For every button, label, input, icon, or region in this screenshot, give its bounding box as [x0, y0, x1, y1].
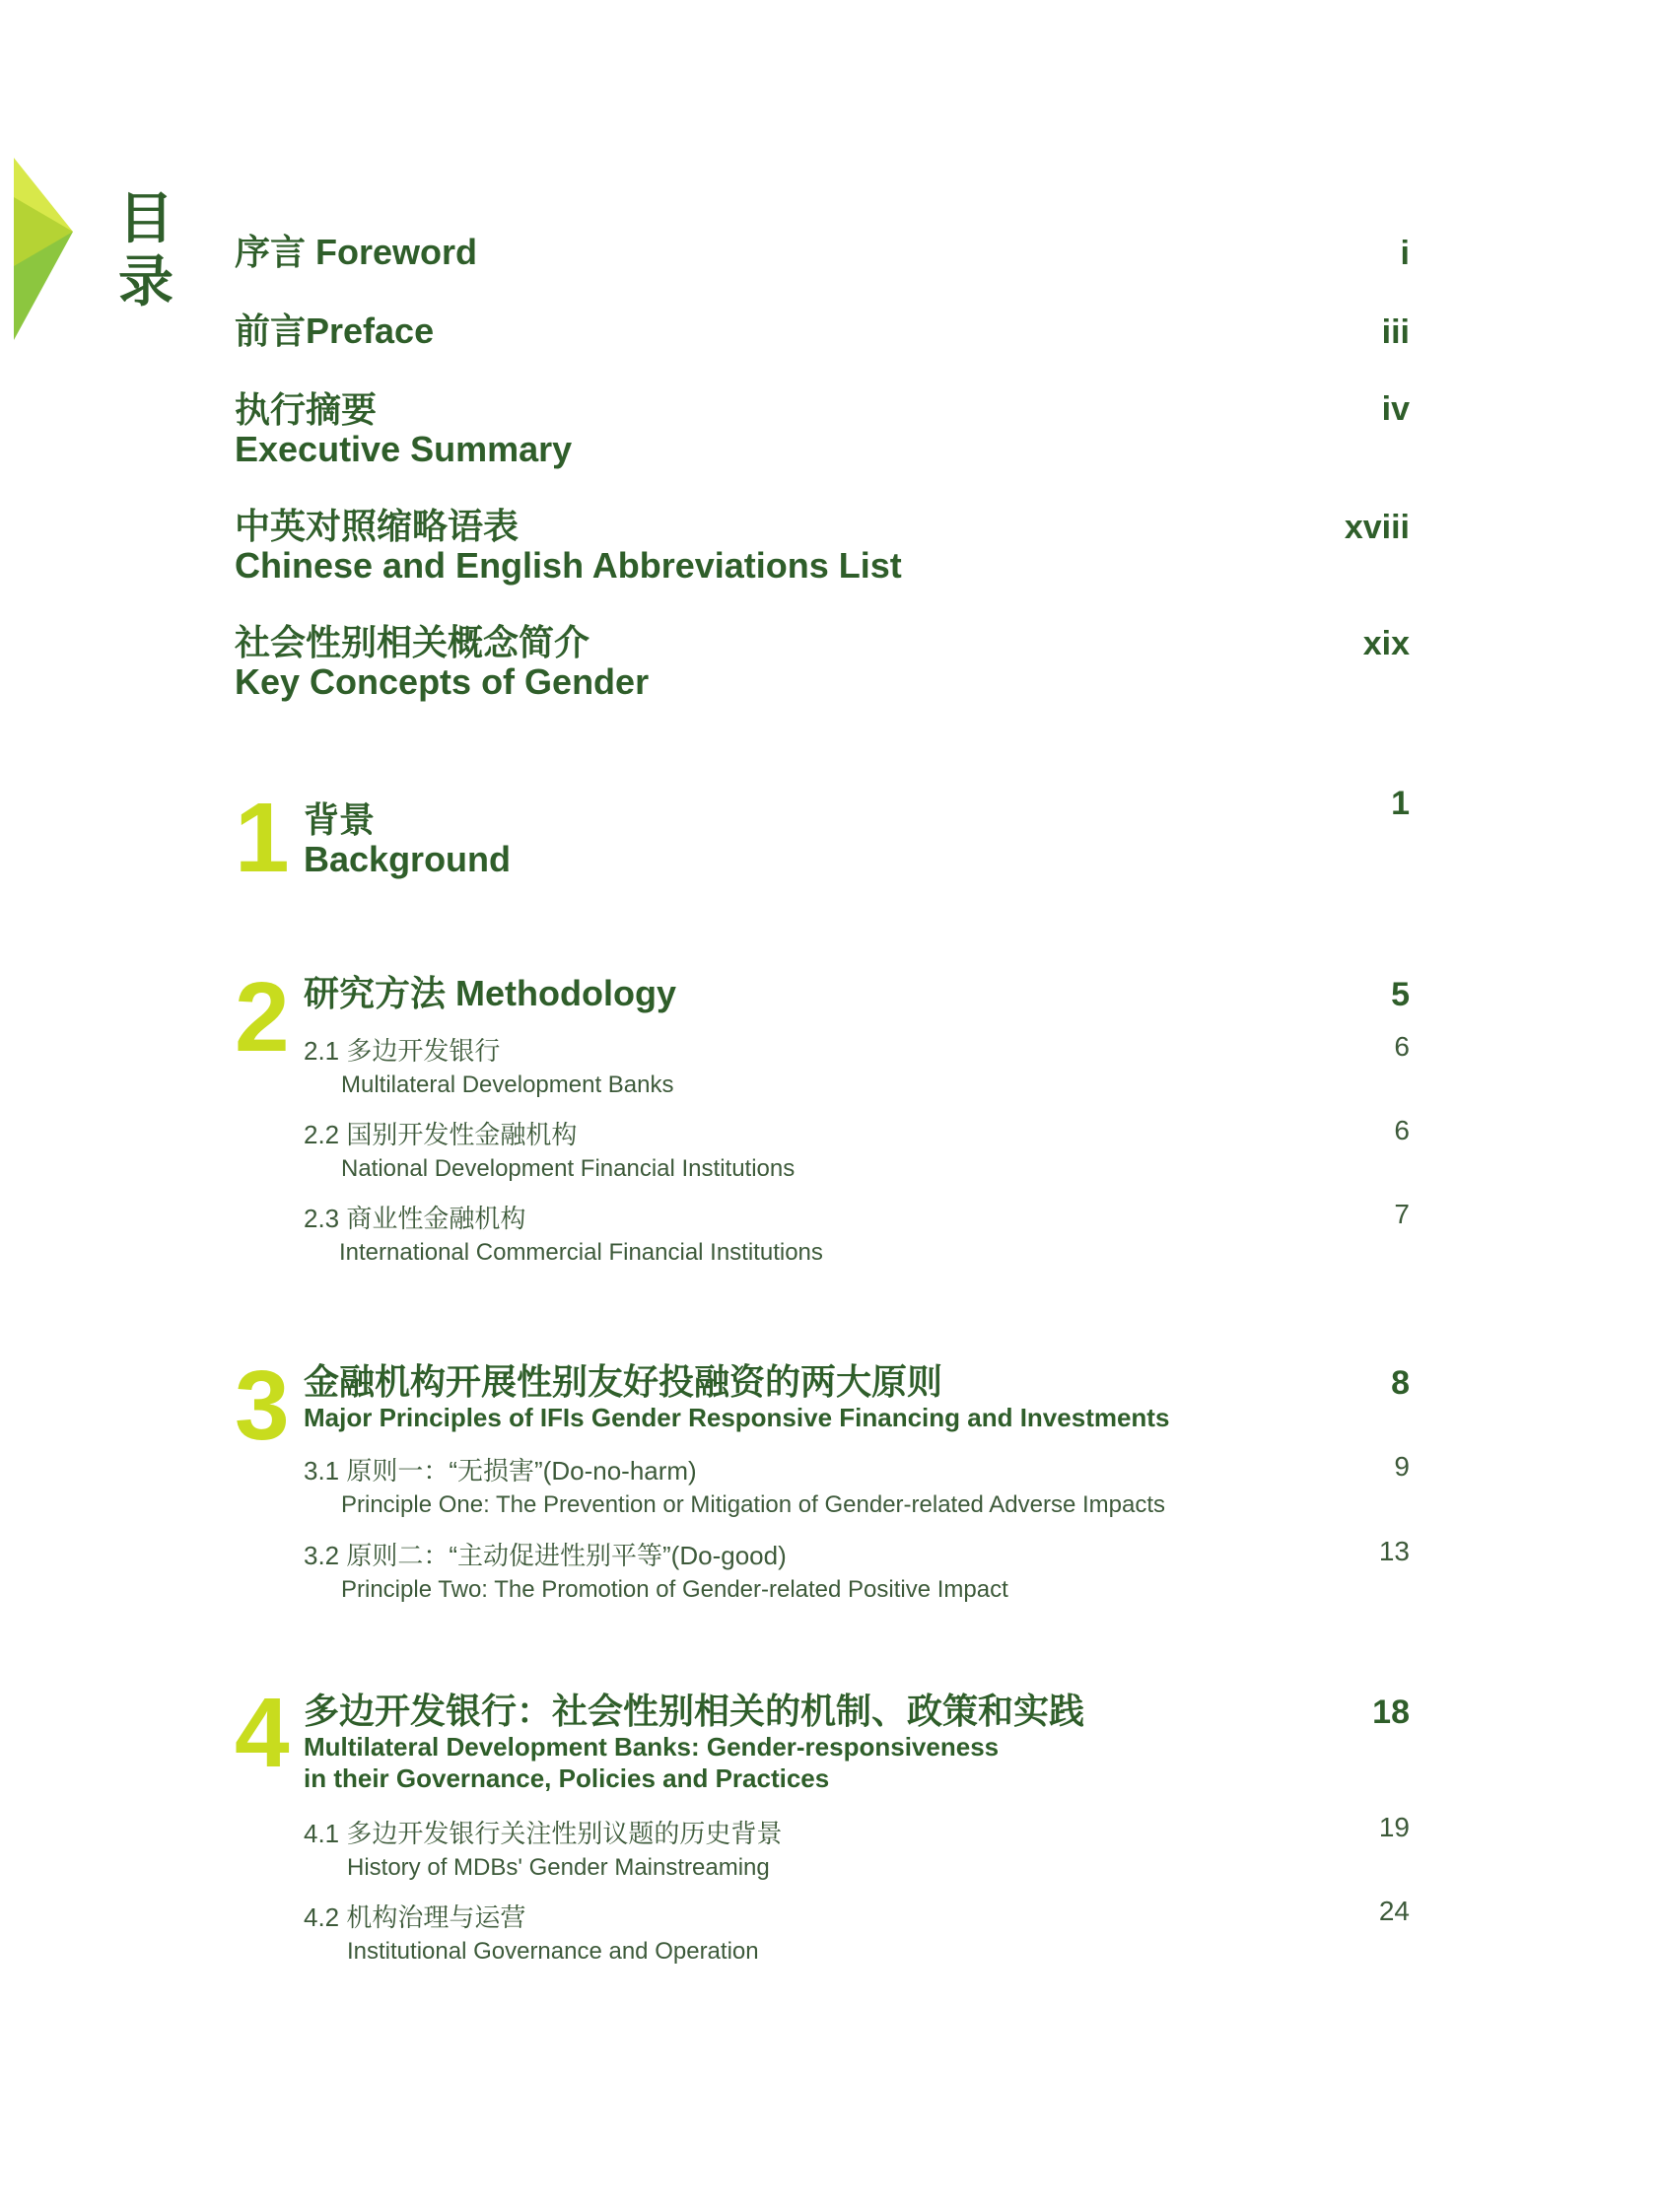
entry-title: 前言Preface — [235, 311, 435, 351]
section-title-en: Principle Two: The Promotion of Gender-related Positive Impact — [341, 1576, 1008, 1603]
page-number: 9 — [1394, 1451, 1410, 1482]
toc-entry-executive-summary[interactable] — [235, 390, 572, 469]
toc-section-2-3[interactable] — [304, 1199, 823, 1267]
chapter-title-en-line2: in their Governance, Policies and Practices — [304, 1763, 830, 1793]
toc-heading: 目 录 — [118, 187, 173, 312]
toc-entry-abbreviations[interactable] — [235, 507, 902, 586]
page-number: 18 — [1372, 1694, 1410, 1731]
section-title-zh: 4.1 多边开发银行关注性别议题的历史背景 — [304, 1819, 783, 1848]
toc-entry-chapter-3[interactable] — [304, 1362, 1169, 1433]
page-number: 13 — [1378, 1536, 1410, 1566]
section-title-zh: 4.2 机构治理与运营 — [304, 1902, 526, 1932]
page-number: 1 — [1391, 785, 1410, 822]
toc-section-3-2[interactable] — [304, 1536, 1008, 1604]
chapter-number: 3 — [235, 1350, 290, 1461]
chapter-number: 4 — [235, 1678, 290, 1788]
chapter-title-en: Multilateral Development Banks: Gender-responsiveness — [304, 1732, 1000, 1762]
toc-section-4-2[interactable] — [304, 1898, 759, 1966]
page-number: iii — [1381, 313, 1410, 351]
entry-title-zh: 中英对照缩略语表 — [235, 506, 520, 546]
toc-section-3-1[interactable] — [304, 1451, 1165, 1519]
section-title-en: Institutional Governance and Operation — [347, 1938, 759, 1965]
toc-section-2-1[interactable] — [304, 1031, 674, 1099]
section-title-zh: 2.1 多边开发银行 — [304, 1036, 501, 1066]
page-number: 5 — [1391, 976, 1410, 1013]
page-number: xviii — [1344, 509, 1410, 546]
entry-title-zh: 社会性别相关概念简介 — [235, 622, 590, 662]
section-title-en: International Commercial Financial Institutions — [339, 1239, 823, 1266]
page-number: 24 — [1378, 1896, 1410, 1926]
page-number: 6 — [1394, 1031, 1410, 1062]
toc-entry-chapter-4[interactable] — [304, 1692, 1084, 1794]
section-title-zh: 3.1 原则一：“无损害”(Do-no-harm) — [304, 1456, 697, 1486]
page-number: iv — [1381, 390, 1410, 428]
chapter-number: 2 — [235, 962, 290, 1072]
chevron-logo-icon — [0, 158, 79, 340]
section-title-zh: 2.2 国别开发性金融机构 — [304, 1120, 578, 1149]
chapter-title: 研究方法 Methodology — [304, 973, 676, 1013]
toc-entry-foreword[interactable] — [235, 233, 477, 272]
page-number: i — [1400, 235, 1410, 272]
toc-section-4-1[interactable] — [304, 1814, 782, 1882]
chapter-title-en: Major Principles of IFIs Gender Responsive Financing and Investments — [304, 1403, 1170, 1432]
page-number: xix — [1362, 625, 1410, 662]
chapter-title-zh: 金融机构开展性别友好投融资的两大原则 — [304, 1361, 943, 1402]
chapter-title-en: Background — [304, 839, 512, 879]
entry-title: 序言 Foreword — [235, 232, 478, 272]
section-title-en: Multilateral Development Banks — [341, 1071, 674, 1098]
chapter-number: 1 — [235, 783, 290, 893]
entry-title-en: Key Concepts of Gender — [235, 661, 650, 702]
section-title-en: History of MDBs' Gender Mainstreaming — [347, 1854, 770, 1881]
toc-entry-chapter-1[interactable] — [304, 800, 511, 879]
toc-section-2-2[interactable] — [304, 1115, 795, 1183]
chapter-title-zh: 多边开发银行：社会性别相关的机制、政策和实践 — [304, 1691, 1085, 1731]
page-number: 7 — [1394, 1199, 1410, 1229]
entry-title-zh: 执行摘要 — [235, 389, 378, 430]
toc-entry-key-concepts[interactable] — [235, 623, 649, 702]
chapter-title-zh: 背景 — [304, 799, 376, 840]
section-title-en: National Development Financial Institutions — [341, 1155, 796, 1182]
section-title-en: Principle One: The Prevention or Mitigation of Gender-related Adverse Impacts — [341, 1491, 1165, 1518]
page-number: 6 — [1394, 1115, 1410, 1145]
page-number: 19 — [1378, 1812, 1410, 1842]
section-title-zh: 2.3 商业性金融机构 — [304, 1204, 526, 1233]
section-title-zh: 3.2 原则二：“主动促进性别平等”(Do-good) — [304, 1541, 787, 1570]
page-number: 8 — [1391, 1364, 1410, 1402]
entry-title-en: Chinese and English Abbreviations List — [235, 545, 902, 586]
toc-entry-preface[interactable] — [235, 311, 434, 351]
entry-title-en: Executive Summary — [235, 429, 573, 469]
toc-entry-chapter-2[interactable] — [304, 974, 676, 1013]
